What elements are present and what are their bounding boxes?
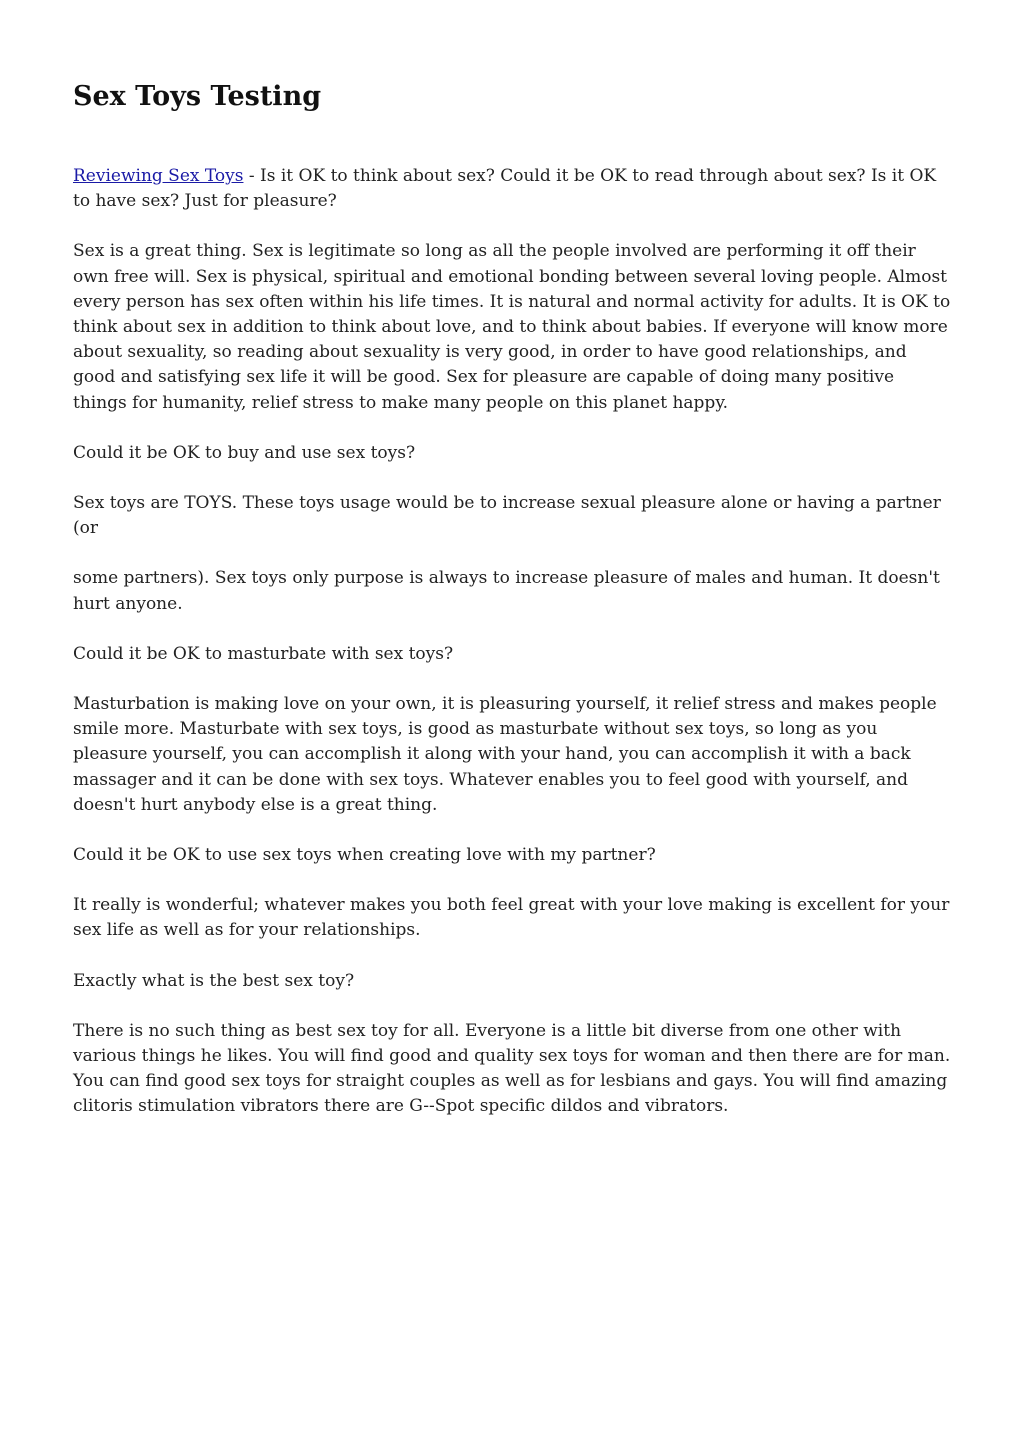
question-heading: Could it be OK to use sex toys when creating love with my partner?	[73, 845, 656, 866]
paragraph: some partners). Sex toys only purpose is always to increase pleasure of males and human. It doesn't hurt anyone.	[73, 568, 940, 614]
document-page	[73, 80, 953, 1145]
paragraph: Sex toys are TOYS. These toys usage would be to increase sexual pleasure alone or having a partner (or	[73, 493, 941, 539]
intro-text: - Is it OK to think about sex? Could it be OK to read through about sex? Is it OK to have sex? Just for pleasure?	[73, 166, 937, 212]
paragraph: It really is wonderful; whatever makes you both feel great with your love making is excellent for your sex life as well as for your relationships.	[73, 895, 950, 941]
page-title: Sex Toys Testing	[73, 81, 322, 112]
paragraph: There is no such thing as best sex toy for all. Everyone is a little bit diverse from one other with various things he likes. You will find good and quality sex toys for woman and then there are for man. You can find good sex toys for straight couples as well as for lesbians and gays. You will find amazing clitoris stimulation vibrators there are G--Spot specific dildos and vibrators.	[73, 1020, 951, 1117]
question-heading: Could it be OK to buy and use sex toys?	[73, 442, 416, 463]
paragraph: Sex is a great thing. Sex is legitimate so long as all the people involved are performing it off their own free will. Sex is physical, spiritual and emotional bonding between several loving people. Almost every person has sex often within his life times. It is natural and normal activity for adults. It is OK to think about sex in addition to think about love, and to think about babies. If everyone will know more about sexuality, so reading about sexuality is very good, in order to have good relationships, and good and satisfying sex life it will be good. Sex for pleasure are capable of doing many positive things for humanity, relief stress to make many people on this planet happy.	[73, 241, 951, 413]
intro-paragraph	[73, 164, 953, 214]
reviewing-sex-toys-link[interactable]: Reviewing Sex Toys	[73, 166, 244, 186]
paragraph: Masturbation is making love on your own, it is pleasuring yourself, it relief stress and makes people smile more. Masturbate with sex toys, is good as masturbate without sex toys, so long as you pleasure yourself, you can accomplish it along with your hand, you can accomplish it with a back massager and it can be done with sex toys. Whatever enables you to feel good with yourself, and doesn't hurt anybody else is a great thing.	[73, 694, 937, 815]
question-heading: Exactly what is the best sex toy?	[73, 970, 355, 991]
question-heading: Could it be OK to masturbate with sex toys?	[73, 643, 454, 664]
